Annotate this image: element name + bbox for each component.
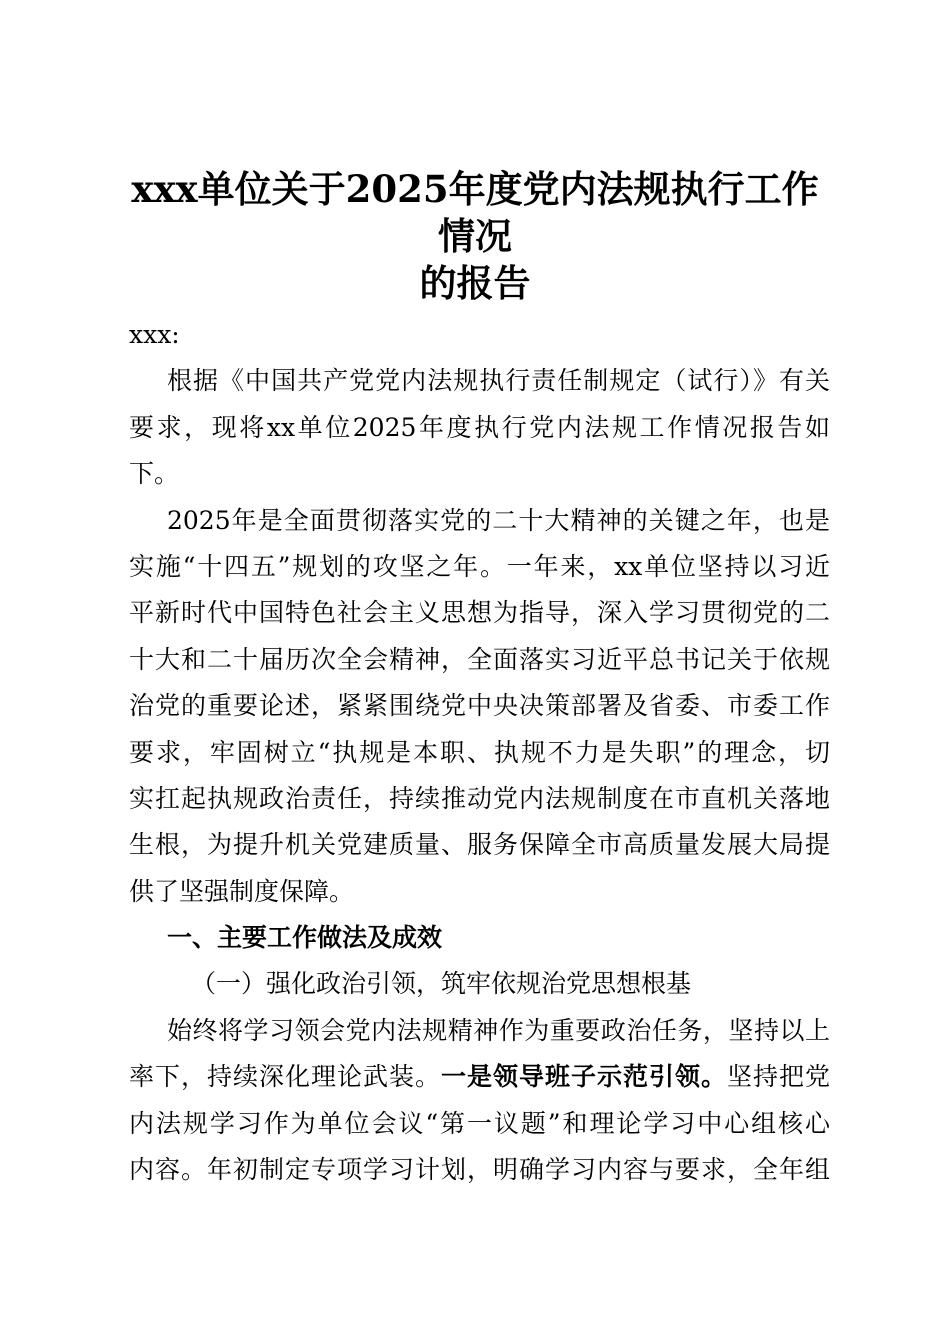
- paragraph-3-text: 率下，持续深化理论武装。: [129, 1062, 441, 1092]
- title-line-2: 的报告: [419, 261, 531, 305]
- section-heading-1: 一、主要工作做法及成效: [167, 923, 443, 953]
- salutation: xxx:: [129, 320, 180, 349]
- paragraph-1-line: 下。: [129, 459, 180, 489]
- paragraph-3-text: 坚持把党: [726, 1062, 830, 1092]
- paragraph-3-line: 内容。年初制定专项学习计划，明确学习内容与要求，全年组: [129, 1155, 830, 1185]
- paragraph-1-line: 要求，现将xx单位2025年度执行党内法规工作情况报告如: [129, 412, 830, 442]
- paragraph-2-line: 平新时代中国特色社会主义思想为指导，深入学习贯彻党的二: [129, 598, 830, 628]
- paragraph-2-line: 十大和二十届历次全会精神，全面落实习近平总书记关于依规: [129, 644, 830, 674]
- paragraph-1: [129, 358, 830, 497]
- paragraph-2-line: 实施“十四五”规划的攻坚之年。一年来，xx单位坚持以习近: [129, 551, 830, 581]
- title-line-1: xxx单位关于2025年度党内法规执行工作情况: [131, 167, 819, 258]
- paragraph-2-line: 要求，牢固树立“执规是本职、执规不力是失职”的理念，切: [129, 737, 830, 767]
- document-title: [120, 166, 830, 307]
- paragraph-2-line: 供了坚强制度保障。: [129, 876, 355, 906]
- paragraph-2: [129, 498, 830, 916]
- paragraph-3-line: [129, 1054, 830, 1100]
- paragraph-2-line: 治党的重要论述，紧紧围绕党中央决策部署及省委、市委工作: [129, 691, 830, 721]
- paragraph-3-line: 始终将学习领会党内法规精神作为重要政治任务，坚持以上: [167, 1015, 830, 1045]
- highlight-text: 一是领导班子示范引领。: [440, 1062, 727, 1092]
- paragraph-2-line: 实扛起执规政治责任，持续推动党内法规制度在市直机关落地: [129, 783, 830, 813]
- section-heading-2: （一）强化政治引领，筑牢依规治党思想根基: [191, 969, 692, 999]
- paragraph-2-line: 2025年是全面贯彻落实党的二十大精神的关键之年，也是: [167, 505, 830, 535]
- paragraph-3: [129, 1008, 830, 1194]
- paragraph-2-line: 生根，为提升机关党建质量、服务保障全市高质量发展大局提: [129, 830, 830, 860]
- paragraph-1-line: 根据《中国共产党党内法规执行责任制规定（试行）》有关: [167, 366, 830, 396]
- paragraph-3-line: 内法规学习作为单位会议“第一议题”和理论学习中心组核心: [129, 1108, 830, 1138]
- document-body: [129, 312, 830, 1193]
